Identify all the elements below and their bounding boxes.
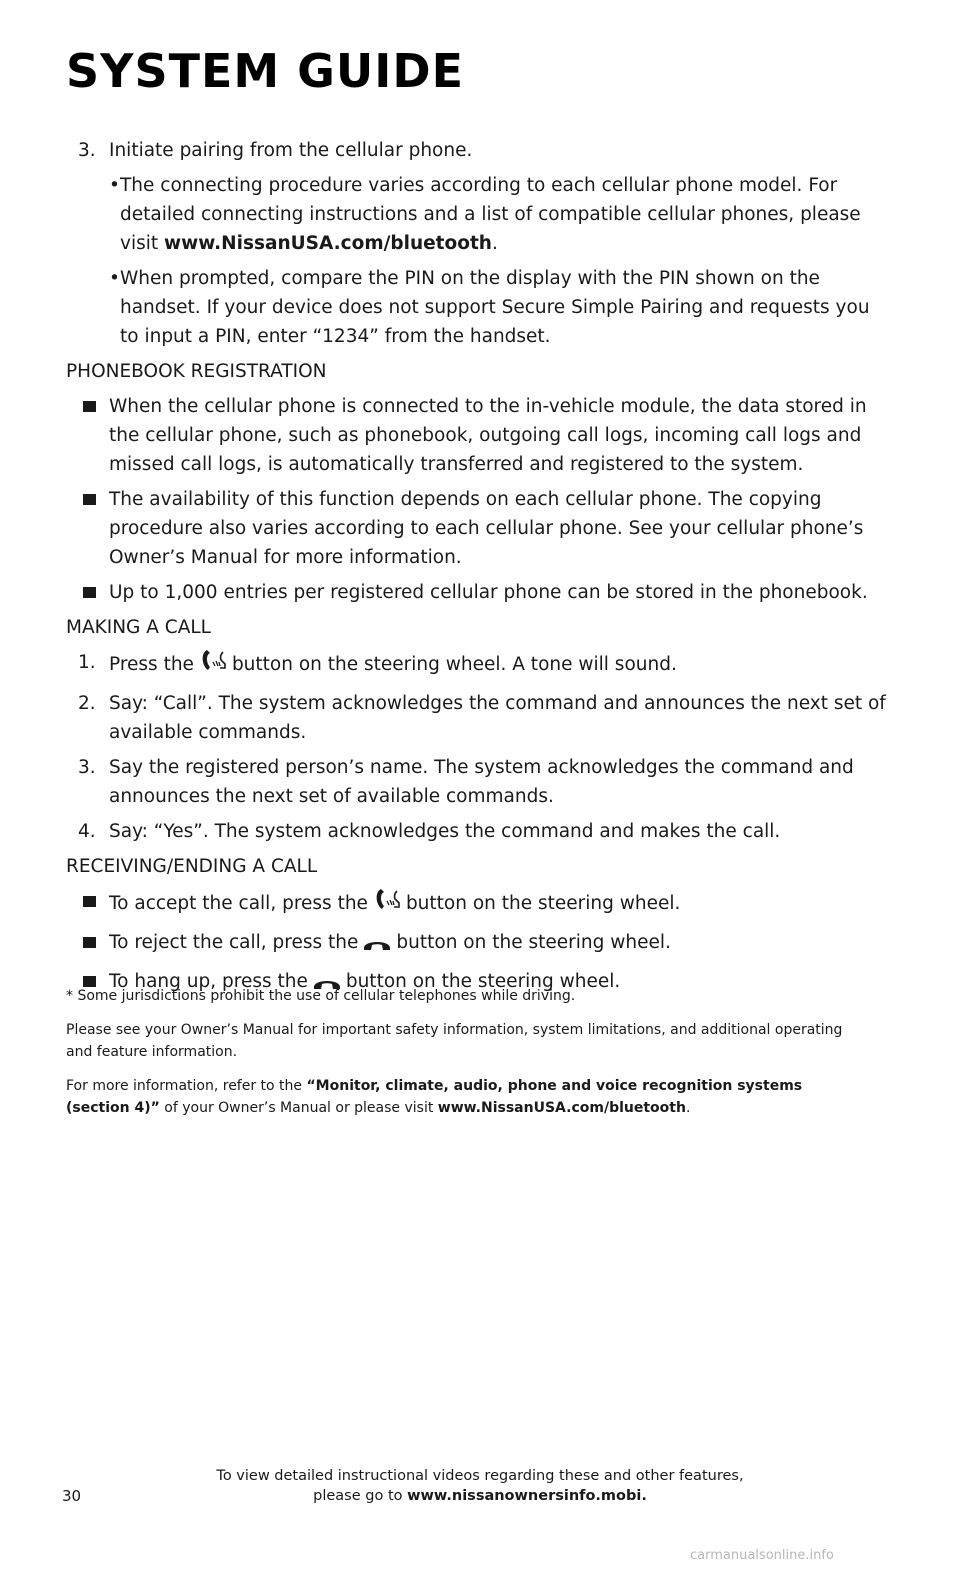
hang-up-icon [362, 932, 392, 961]
bluetooth-link[interactable]: www.NissanUSA.com/bluetooth [437, 1100, 686, 1116]
receiving-heading: RECEIVING/ENDING A CALL [66, 856, 318, 877]
making-call-heading: MAKING A CALL [66, 617, 211, 638]
square-bullet-icon [83, 494, 96, 505]
owners-info-link[interactable]: www.nissanownersinfo.mobi. [407, 1488, 647, 1504]
square-bullet-icon [83, 896, 96, 907]
call-step-4: 4. Say: “Yes”. The system acknowledges the command and makes the call. [78, 821, 781, 842]
pairing-bullet-1: • The connecting procedure varies according to each cellular phone model. For detailed connecting instructions and a list of compatible cellular phones, please visit www.NissanUSA.com/bluetooth. [66, 171, 890, 258]
receiving-item: To accept the call, press the button on the steering wheel. [66, 887, 890, 922]
page-title: SYSTEM GUIDE [66, 44, 464, 98]
pairing-step-3 [66, 136, 890, 165]
step-text: Initiate pairing from the cellular phone. [109, 140, 473, 161]
call-step-2: 2. Say: “Call”. The system acknowledges the command and announces the next set of available commands. [78, 693, 886, 743]
call-step-3: 3. Say the registered person’s name. The system acknowledges the command and announces the next set of available commands. [78, 757, 854, 807]
footer: To view detailed instructional videos regarding these and other features, please go to www.nissanownersinfo.mobi. [216, 1468, 744, 1504]
phone-talk-icon [198, 648, 228, 683]
square-bullet-icon [83, 401, 96, 412]
call-step-1: 1. Press the button on the steering wheel. A tone will sound. [66, 648, 890, 683]
step-number: 3. [78, 140, 96, 161]
note-more-info: For more information, refer to the “Monitor, climate, audio, phone and voice recognition systems (section 4)” of your Owner’s Manual or please visit www.NissanUSA.com/bluetooth. [66, 1078, 803, 1116]
bullet-dot: • [109, 268, 120, 289]
phonebook-item: Up to 1,000 entries per registered cellular phone can be stored in the phonebook. [66, 578, 890, 607]
bluetooth-link[interactable]: www.NissanUSA.com/bluetooth [164, 233, 492, 254]
phonebook-heading: PHONEBOOK REGISTRATION [66, 361, 327, 382]
pairing-bullet-2: • When prompted, compare the PIN on the display with the PIN shown on the handset. If your device does not support Secure Simple Pairing and requests you to input a PIN, enter “1234” from the handset. [66, 264, 890, 351]
phonebook-item: The availability of this function depends on each cellular phone. The copying procedure also varies according to each cellular phone. See your cellular phone’s Owner’s Manual for more information. [66, 485, 890, 572]
note-owners-manual: Please see your Owner’s Manual for important safety information, system limitations, and additional operating and feature information. [66, 1022, 843, 1060]
square-bullet-icon [83, 587, 96, 598]
receiving-item: To reject the call, press the button on the steering wheel. [66, 928, 890, 961]
bullet-dot: • [109, 175, 120, 196]
page-number: 30 [62, 1487, 82, 1505]
main-content [66, 136, 890, 1006]
receiving-item: To hang up, press the button on the steering wheel. [66, 967, 890, 1000]
watermark: carmanualsonline.info [690, 1548, 834, 1563]
note-jurisdictions: * Some jurisdictions prohibit the use of cellular telephones while driving. [66, 988, 576, 1004]
phone-talk-icon [372, 887, 402, 922]
square-bullet-icon [83, 937, 96, 948]
notes [66, 985, 866, 1131]
phonebook-item: When the cellular phone is connected to the in-vehicle module, the data stored in the cellular phone, such as phonebook, outgoing call logs, incoming call logs and missed call logs, is automatically transferred and registered to the system. [66, 392, 890, 479]
